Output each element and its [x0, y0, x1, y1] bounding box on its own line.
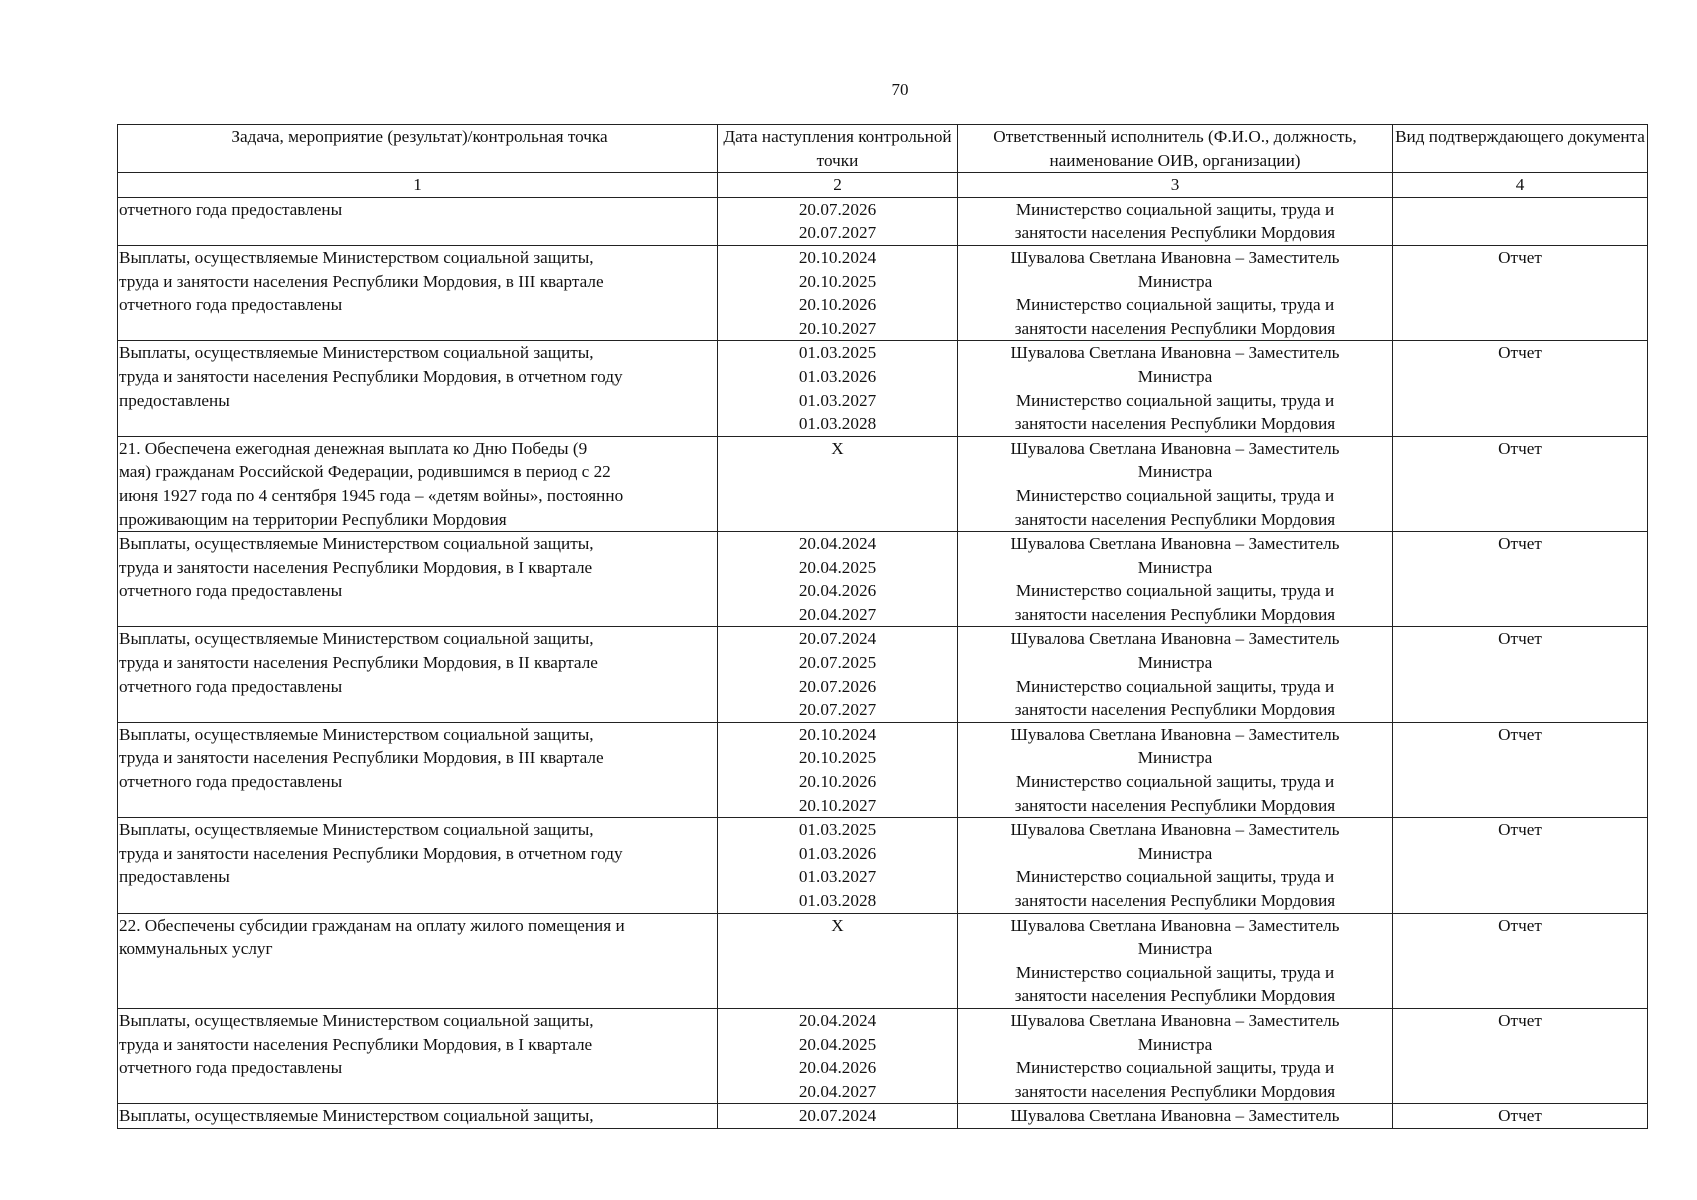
- document-type-cell: Отчет: [1393, 341, 1648, 436]
- task-line: отчетного года предоставлены: [119, 199, 343, 219]
- date-line: 20.07.2025: [798, 653, 877, 673]
- date-line: 20.04.2025: [798, 557, 877, 577]
- date-cell: [718, 341, 958, 436]
- header-row: [118, 125, 1648, 173]
- responsible-cell: [958, 532, 1393, 627]
- responsible-line: Шувалова Светлана Ивановна – Заместитель: [1010, 629, 1340, 649]
- task-line: Выплаты, осуществляемые Министерством социальной защиты,: [119, 1010, 594, 1030]
- document-type-cell: Отчет: [1393, 436, 1648, 531]
- header-document: Вид подтверждающего документа: [1393, 125, 1648, 173]
- task-line: Выплаты, осуществляемые Министерством социальной защиты,: [119, 629, 594, 649]
- task-line: Выплаты, осуществляемые Министерством социальной защиты,: [119, 534, 594, 554]
- table-body: [118, 197, 1648, 1128]
- date-cell: [718, 436, 958, 531]
- responsible-cell: [958, 818, 1393, 913]
- date-line: 20.10.2024: [798, 247, 877, 267]
- date-cell: [718, 818, 958, 913]
- date-line: 20.10.2027: [798, 795, 877, 815]
- responsible-line: занятости населения Республики Мордовия: [1014, 318, 1336, 338]
- responsible-line: Министерство социальной защиты, труда и: [1015, 1058, 1335, 1078]
- date-line: 20.04.2027: [798, 1081, 877, 1101]
- date-line: 20.07.2024: [798, 629, 877, 649]
- responsible-line: занятости населения Республики Мордовия: [1014, 223, 1336, 243]
- column-number-2: 2: [718, 173, 958, 198]
- task-cell: [118, 341, 718, 436]
- date-line: 20.10.2025: [798, 748, 877, 768]
- column-number-1: 1: [118, 173, 718, 198]
- responsible-line: Шувалова Светлана Ивановна – Заместитель: [1010, 724, 1340, 744]
- responsible-cell: [958, 913, 1393, 1008]
- date-line: 20.10.2024: [798, 724, 877, 744]
- responsible-line: Министерство социальной защиты, труда и: [1015, 199, 1335, 219]
- document-type-cell: Отчет: [1393, 722, 1648, 817]
- responsible-line: занятости населения Республики Мордовия: [1014, 1081, 1336, 1101]
- responsible-line: Министра: [1137, 366, 1213, 386]
- document-type-cell: Отчет: [1393, 627, 1648, 722]
- responsible-cell: [958, 1104, 1393, 1129]
- date-line: 20.07.2027: [798, 700, 877, 720]
- responsible-line: Министра: [1137, 653, 1213, 673]
- responsible-line: Шувалова Светлана Ивановна – Заместитель: [1010, 1106, 1340, 1126]
- responsible-cell: [958, 197, 1393, 245]
- responsible-line: занятости населения Республики Мордовия: [1014, 604, 1336, 624]
- header-date: Дата наступления контрольной точки: [718, 125, 958, 173]
- task-line: Выплаты, осуществляемые Министерством социальной защиты,: [119, 343, 594, 363]
- task-line: 21. Обеспечена ежегодная денежная выплата ко Дню Победы (9: [119, 438, 588, 458]
- responsible-line: занятости населения Республики Мордовия: [1014, 414, 1336, 434]
- date-line: 01.03.2028: [798, 414, 877, 434]
- date-line: 20.10.2026: [798, 772, 877, 792]
- responsible-line: Шувалова Светлана Ивановна – Заместитель: [1010, 247, 1340, 267]
- task-line: труда и занятости населения Республики Мордовия, в II квартале: [119, 653, 598, 673]
- responsible-cell: [958, 627, 1393, 722]
- task-line: отчетного года предоставлены: [119, 1058, 343, 1078]
- responsible-line: Шувалова Светлана Ивановна – Заместитель: [1010, 343, 1340, 363]
- task-line: предоставлены: [119, 867, 230, 887]
- responsible-line: занятости населения Республики Мордовия: [1014, 891, 1336, 910]
- date-line: 01.03.2026: [798, 843, 877, 863]
- task-line: отчетного года предоставлены: [119, 676, 343, 696]
- responsible-cell: [958, 245, 1393, 340]
- column-number-4: 4: [1393, 173, 1648, 198]
- document-type-cell: Отчет: [1393, 532, 1648, 627]
- date-line: 20.07.2026: [798, 199, 877, 219]
- date-cell: [718, 1104, 958, 1129]
- responsible-line: Министра: [1137, 939, 1213, 959]
- task-line: отчетного года предоставлены: [119, 772, 343, 792]
- task-cell: [118, 1008, 718, 1103]
- task-line: предоставлены: [119, 390, 230, 410]
- task-line: отчетного года предоставлены: [119, 295, 343, 315]
- task-cell: [118, 197, 718, 245]
- responsible-line: Министра: [1137, 1034, 1213, 1054]
- responsible-line: Министерство социальной защиты, труда и: [1015, 676, 1335, 696]
- responsible-line: Шувалова Светлана Ивановна – Заместитель: [1010, 820, 1340, 840]
- date-line: 01.03.2025: [798, 343, 877, 363]
- task-line: Выплаты, осуществляемые Министерством социальной защиты,: [119, 820, 594, 840]
- task-line: мая) гражданам Российской Федерации, родившимся в период с 22: [119, 462, 611, 482]
- task-cell: [118, 532, 718, 627]
- header-task: Задача, мероприятие (результат)/контрольная точка: [118, 125, 718, 173]
- responsible-line: Министра: [1137, 748, 1213, 768]
- date-line: 01.03.2025: [798, 820, 877, 840]
- table-row: [118, 1104, 1648, 1129]
- table-row: [118, 197, 1648, 245]
- task-line: июня 1927 года по 4 сентября 1945 года – «детям войны», постоянно: [119, 485, 624, 505]
- responsible-line: занятости населения Республики Мордовия: [1014, 509, 1336, 529]
- page-number: 70: [891, 80, 909, 99]
- task-line: Выплаты, осуществляемые Министерством социальной защиты,: [119, 247, 594, 267]
- task-line: Выплаты, осуществляемые Министерством социальной защиты,: [119, 1106, 594, 1126]
- date-line: 20.07.2026: [798, 676, 877, 696]
- date-cell: [718, 245, 958, 340]
- date-line: 20.04.2024: [798, 534, 877, 554]
- task-cell: [118, 245, 718, 340]
- date-line: 01.03.2027: [798, 390, 877, 410]
- task-line: отчетного года предоставлены: [119, 581, 343, 601]
- responsible-line: занятости населения Республики Мордовия: [1014, 795, 1336, 815]
- date-cell: [718, 197, 958, 245]
- task-line: проживающим на территории Республики Мордовия: [119, 509, 507, 529]
- responsible-line: Министерство социальной защиты, труда и: [1015, 867, 1335, 887]
- responsible-line: Министерство социальной защиты, труда и: [1015, 390, 1335, 410]
- responsible-line: Шувалова Светлана Ивановна – Заместитель: [1010, 915, 1340, 935]
- document-type-cell: Отчет: [1393, 1104, 1648, 1129]
- date-line: 20.04.2026: [798, 1058, 877, 1078]
- date-line: 20.07.2024: [798, 1106, 877, 1126]
- document-type-cell: Отчет: [1393, 1008, 1648, 1103]
- responsible-cell: [958, 341, 1393, 436]
- table-row: [118, 627, 1648, 722]
- date-line: 20.10.2025: [798, 271, 877, 291]
- responsible-line: занятости населения Республики Мордовия: [1014, 700, 1336, 720]
- task-cell: [118, 436, 718, 531]
- date-line: 20.10.2027: [798, 318, 877, 338]
- table-row: [118, 436, 1648, 531]
- responsible-line: Министерство социальной защиты, труда и: [1015, 485, 1335, 505]
- table-row: [118, 532, 1648, 627]
- responsible-cell: [958, 722, 1393, 817]
- document-type-cell: Отчет: [1393, 913, 1648, 1008]
- date-line: 01.03.2028: [798, 891, 877, 910]
- date-line: 01.03.2026: [798, 366, 877, 386]
- date-line: 20.04.2026: [798, 581, 877, 601]
- table-row: [118, 722, 1648, 817]
- document-type-cell: Отчет: [1393, 245, 1648, 340]
- task-cell: [118, 627, 718, 722]
- responsible-line: Шувалова Светлана Ивановна – Заместитель: [1010, 1010, 1340, 1030]
- task-line: труда и занятости населения Республики Мордовия, в отчетном году: [119, 843, 623, 863]
- date-line: 20.04.2025: [798, 1034, 877, 1054]
- table-row: [118, 913, 1648, 1008]
- column-number-3: 3: [958, 173, 1393, 198]
- responsible-line: Министерство социальной защиты, труда и: [1015, 962, 1335, 982]
- date-line: 20.04.2024: [798, 1010, 877, 1030]
- responsible-cell: [958, 1008, 1393, 1103]
- task-line: труда и занятости населения Республики Мордовия, в III квартале: [119, 748, 604, 768]
- date-line: 20.07.2027: [798, 223, 877, 243]
- responsible-line: Министерство социальной защиты, труда и: [1015, 295, 1335, 315]
- control-points-table: [117, 124, 1648, 1129]
- date-line: 20.10.2026: [798, 295, 877, 315]
- document-type-cell: [1393, 197, 1648, 245]
- responsible-line: Министра: [1137, 271, 1213, 291]
- responsible-line: Министерство социальной защиты, труда и: [1015, 772, 1335, 792]
- task-cell: [118, 818, 718, 913]
- document-type-cell: Отчет: [1393, 818, 1648, 913]
- date-cell: [718, 722, 958, 817]
- task-cell: [118, 913, 718, 1008]
- date-line: 01.03.2027: [798, 867, 877, 887]
- date-cell: [718, 1008, 958, 1103]
- responsible-line: Министра: [1137, 557, 1213, 577]
- responsible-line: занятости населения Республики Мордовия: [1014, 986, 1336, 1006]
- date-line: 20.04.2027: [798, 604, 877, 624]
- date-cell: [718, 627, 958, 722]
- date-cell: [718, 913, 958, 1008]
- table-header: [118, 125, 1648, 198]
- table-row: [118, 1008, 1648, 1103]
- responsible-line: Министра: [1137, 843, 1213, 863]
- task-line: 22. Обеспечены субсидии гражданам на оплату жилого помещения и: [119, 915, 625, 935]
- date-cell: [718, 532, 958, 627]
- task-line: труда и занятости населения Республики Мордовия, в I квартале: [119, 557, 593, 577]
- responsible-cell: [958, 436, 1393, 531]
- header-responsible: Ответственный исполнитель (Ф.И.О., должность, наименование ОИВ, организации): [958, 125, 1393, 173]
- task-line: труда и занятости населения Республики Мордовия, в отчетном году: [119, 366, 623, 386]
- responsible-line: Министра: [1137, 462, 1213, 482]
- task-line: Выплаты, осуществляемые Министерством социальной защиты,: [119, 724, 594, 744]
- table-row: [118, 245, 1648, 340]
- task-cell: [118, 722, 718, 817]
- responsible-line: Министерство социальной защиты, труда и: [1015, 581, 1335, 601]
- date-line: Х: [831, 438, 844, 458]
- table-row: [118, 341, 1648, 436]
- responsible-line: Шувалова Светлана Ивановна – Заместитель: [1010, 438, 1340, 458]
- task-line: труда и занятости населения Республики Мордовия, в I квартале: [119, 1034, 593, 1054]
- task-line: коммунальных услуг: [119, 939, 273, 959]
- responsible-line: Шувалова Светлана Ивановна – Заместитель: [1010, 534, 1340, 554]
- task-cell: [118, 1104, 718, 1129]
- date-line: Х: [831, 915, 844, 935]
- table-row: [118, 818, 1648, 913]
- task-line: труда и занятости населения Республики Мордовия, в III квартале: [119, 271, 604, 291]
- column-number-row: [118, 173, 1648, 198]
